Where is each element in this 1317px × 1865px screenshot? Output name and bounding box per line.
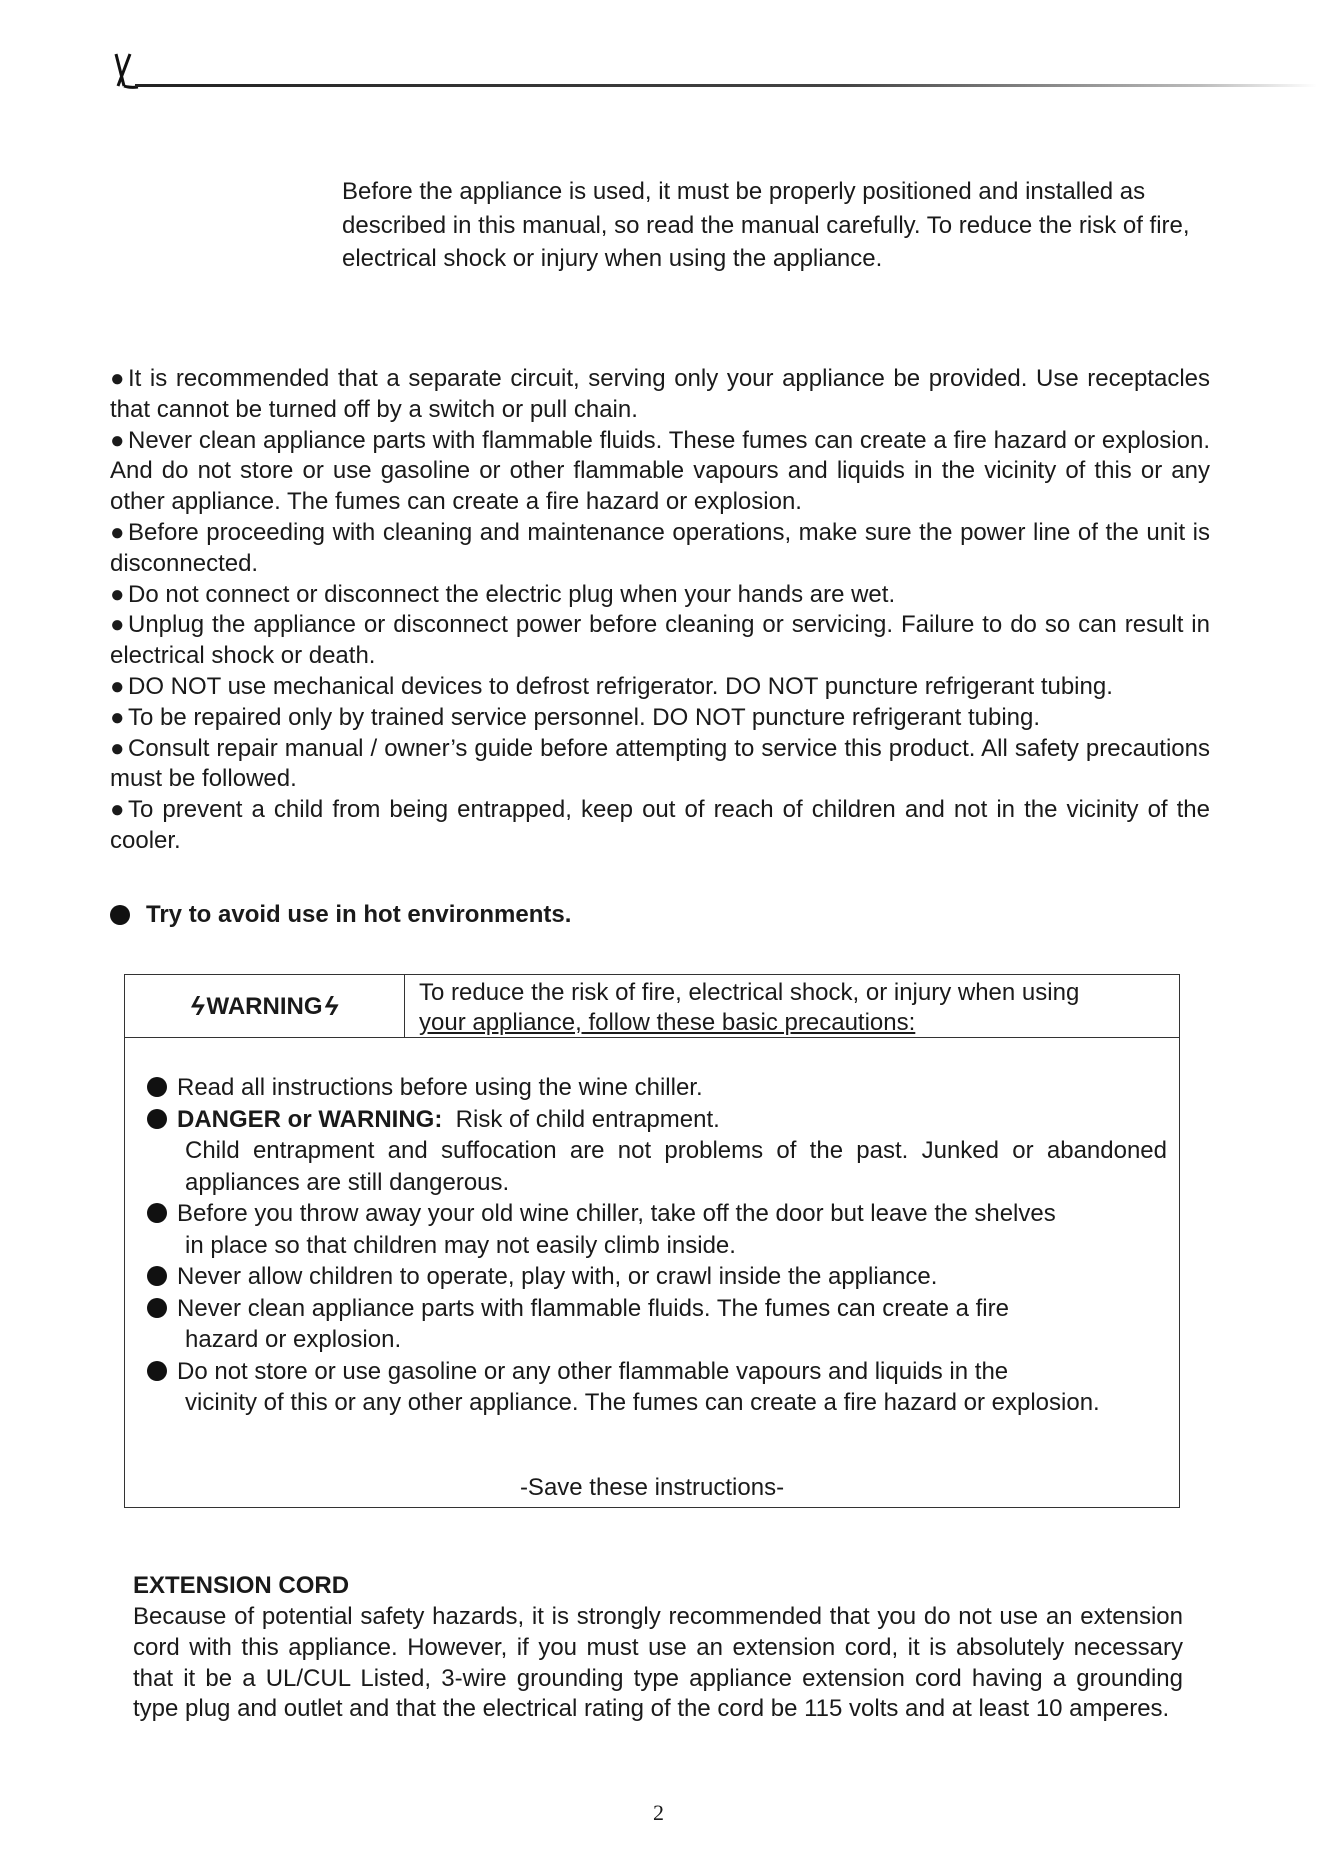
list-item: ● Never clean appliance parts with flammable fluids. These fumes can create a fire hazard or explosion. And do not store or use gasoline or other flammable vapours and liquids in the vicinity of this or any other appliance. The fumes can create a fire hazard or explosion.	[110, 426, 1210, 516]
bullet-icon	[147, 1361, 167, 1381]
bullet-icon	[147, 1077, 167, 1097]
list-item: Never allow children to operate, play with, or crawl inside the appliance.	[147, 1261, 1167, 1293]
bullet-icon: ●	[110, 703, 125, 731]
bullet-icon: ●	[110, 796, 125, 824]
list-item: Before you throw away your old wine chiller, take off the door but leave the shelves in place so that children may not easily climb inside.	[147, 1198, 1167, 1261]
bullet-icon: ●	[110, 672, 125, 700]
lightning-icon: ϟ	[324, 991, 339, 1021]
extension-cord-title: EXTENSION CORD	[133, 1572, 350, 1599]
bullet-icon: ●	[110, 580, 125, 608]
save-instructions: -Save these instructions-	[519, 1474, 785, 1501]
bullet-icon: ●	[110, 611, 125, 639]
extension-cord-body: Because of potential safety hazards, it is strongly recommended that you do not use an extension cord with this appliance. However, if you must use an extension cord, it is absolutely necessary that it be a UL/CUL Listed, 3-wire grounding type appliance extension cord having a grounding type plug and outlet and that the electrical rating of the cord be 115 volts and at least 10 amperes.	[133, 1603, 1183, 1723]
list-item: DANGER or WARNING: Risk of child entrapment. Child entrapment and suffocation are not problems of the past. Junked or abandoned appliances are still dangerous.	[147, 1104, 1167, 1199]
list-item: ● Unplug the appliance or disconnect power before cleaning or servicing. Failure to do so can result in electrical shock or death.	[110, 611, 1210, 670]
list-item: Never clean appliance parts with flammable fluids. The fumes can create a fire hazard or explosion.	[147, 1293, 1167, 1356]
list-item: ● To prevent a child from being entrapped, keep out of reach of children and not in the vicinity of the cooler.	[110, 796, 1210, 854]
bullet-icon	[147, 1298, 167, 1318]
bullet-icon: ●	[110, 365, 125, 392]
list-item: ● It is recommended that a separate circuit, serving only your appliance be provided. Use receptacles that cannot be turned off by a switch or pull chain.	[110, 365, 1210, 423]
bullet-icon	[110, 905, 130, 925]
danger-label: DANGER or WARNING:	[177, 1105, 443, 1133]
list-item: ● Before proceeding with cleaning and maintenance operations, make sure the power line of the unit is disconnected.	[110, 518, 1210, 577]
bullet-icon: ●	[110, 518, 125, 546]
bullet-icon	[147, 1109, 167, 1129]
warning-intro: To reduce the risk of fire, electrical shock, or injury when using your appliance, follow these basic precautions:	[419, 979, 1080, 1036]
bullet-icon: ●	[110, 734, 125, 762]
list-item: Do not store or use gasoline or any other flammable vapours and liquids in the vicinity of this or any other appliance. The fumes can create a fire hazard or explosion.	[147, 1356, 1167, 1419]
warning-label: ϟ WARNING ϟ	[125, 975, 405, 1038]
list-item: ● Consult repair manual / owner’s guide before attempting to service this product. All safety precautions must be followed.	[110, 734, 1210, 793]
lightning-icon: ϟ	[190, 991, 205, 1021]
warning-header	[125, 975, 1179, 1038]
list-item: ● To be repaired only by trained service personnel. DO NOT puncture refrigerant tubing.	[110, 703, 1210, 734]
intro-paragraph: Before the appliance is used, it must be properly positioned and installed as described in this manual, so read the manual carefully. To reduce the risk of fire, electrical shock or injury when using the appliance.	[342, 178, 1190, 272]
bullet-icon	[147, 1266, 167, 1286]
list-item: ● DO NOT use mechanical devices to defrost refrigerator. DO NOT puncture refrigerant tubing.	[110, 672, 1210, 703]
list-item: Read all instructions before using the wine chiller.	[147, 1072, 1167, 1104]
bullet-icon: ●	[110, 426, 125, 454]
safety-list	[110, 364, 1210, 857]
list-item: ● Do not connect or disconnect the electric plug when your hands are wet.	[110, 580, 1210, 611]
hot-environment-note: Try to avoid use in hot environments.	[110, 900, 571, 930]
warning-list	[147, 1072, 1167, 1419]
bullet-icon	[147, 1203, 167, 1223]
header-rule	[135, 84, 1317, 87]
page-number: 2	[653, 1800, 664, 1825]
warning-box	[124, 974, 1180, 1508]
